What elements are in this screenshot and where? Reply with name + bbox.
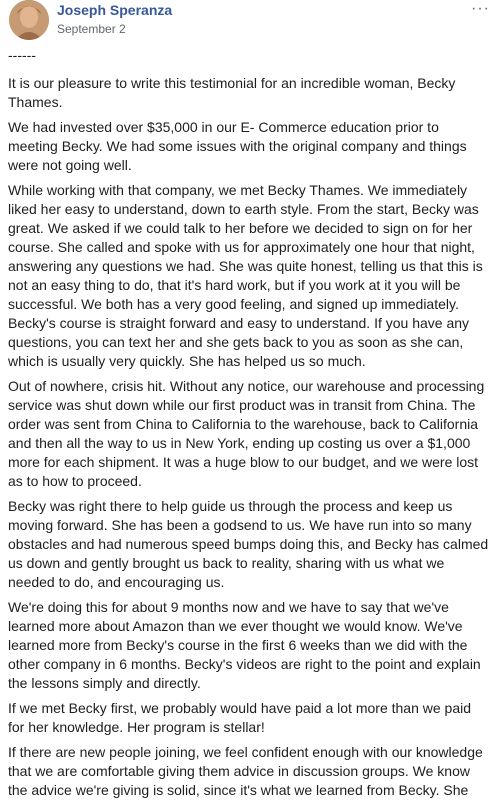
post-date[interactable]: September 2 [57,22,126,36]
post-paragraph: It is our pleasure to write this testimonial for an incredible woman, Becky Thames. [8,75,456,110]
separator-line: ------ [8,47,36,63]
post-paragraph: Becky was right there to help guide us through the process and keep us moving forward. She has been a godsend to us. We have run into so many obstacles and had numerous speed bumps doing this, and Becky has calmed us down and gently brought us back to reality, sharing with us what we needed to do, and encouraging us. [8,498,489,590]
more-options-icon[interactable]: ··· [471,0,490,17]
post-header [0,0,500,42]
post-body [8,46,490,806]
post-paragraph: While working with that company, we met Becky Thames. We immediately liked her easy to understand, down to earth style. From the start, Becky was great. We asked if we could talk to her before we decided to sign on for her course. She called and spoke with us for approximately one hour that night, answering any questions we had. She was quite honest, telling us that this is not an easy thing to do, that it's hard work, but if you work at it you will be successful. We both has a very good feeling, and signed up immediately. Becky's course is straight forward and easy to understand. If you have any questions, you can text her and she gets back to you as soon as she can, which is usually very quickly. She has helped us so much. [8,182,483,369]
author-name[interactable]: Joseph Speranza [57,2,173,18]
avatar[interactable] [9,0,49,40]
post-paragraph: Out of nowhere, crisis hit. Without any notice, our warehouse and processing service was shut down while our first product was in transit from China. The order was sent from China to California to the warehouse, back to California and then all the way to us in New York, ending up costing us over a $1,000 more for each shipment. It was a huge blow to our budget, and we were lost as to how to proceed. [8,378,485,489]
post-paragraph: If we met Becky first, we probably would have paid a lot more than we paid for her knowledge. Her program is stellar! [8,700,472,735]
post-paragraph: If there are new people joining, we feel confident enough with our knowledge that we are comfortable giving them advice in discussion groups. We know the advice we're giving is solid, since it's what we learned from Becky. She [8,744,483,798]
post-paragraph: We're doing this for about 9 months now and we have to say that we've learned more about Amazon than we ever thought we would know. We've learned more from Becky's course in the first 6 weeks than we did with the other company in 6 months. Becky's videos are right to the point and explain the lessons simply and directly. [8,599,481,691]
post-paragraph: We had invested over $35,000 in our E- Commerce education prior to meeting Becky. We had some issues with the original company and things were not going well. [8,119,467,173]
